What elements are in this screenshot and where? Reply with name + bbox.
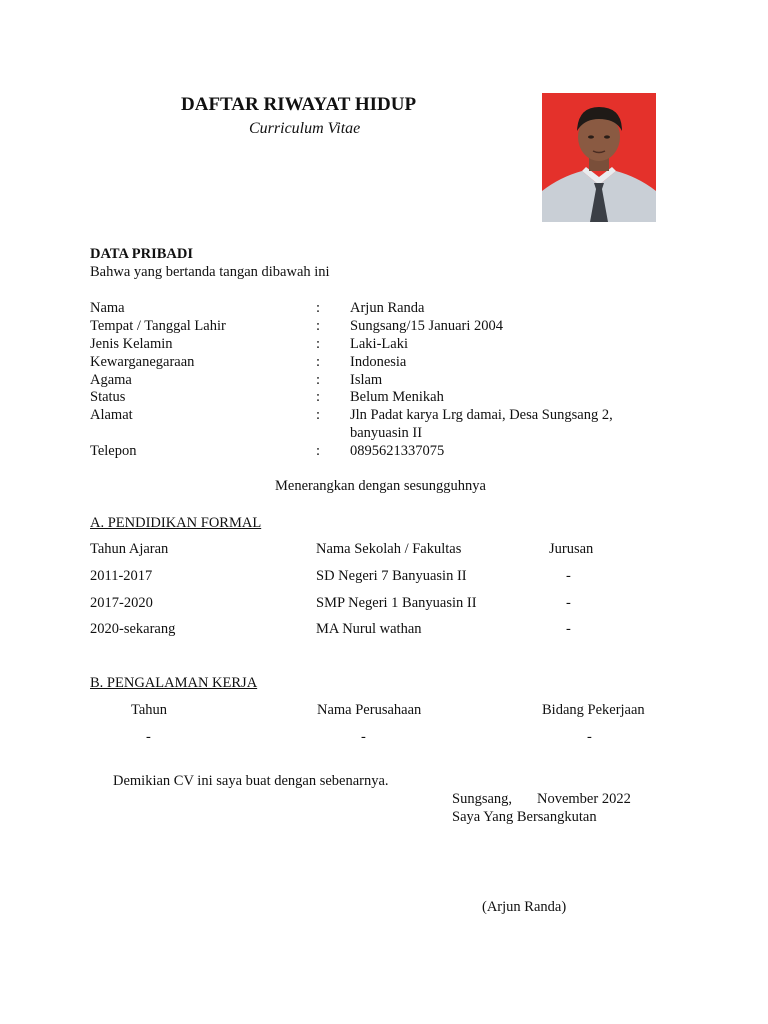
field-label-ttl: Tempat / Tanggal Lahir xyxy=(90,318,226,334)
field-value-nama: Arjun Randa xyxy=(350,300,425,316)
signer-name: (Arjun Randa) xyxy=(482,899,567,915)
work-row-year: - xyxy=(146,729,151,745)
field-label-kewarganegaraan: Kewarganegaraan xyxy=(90,354,195,370)
education-row-school: SMP Negeri 1 Banyuasin II xyxy=(316,595,477,611)
education-col-year: Tahun Ajaran xyxy=(90,541,169,557)
field-value-agama: Islam xyxy=(350,372,383,388)
closing-date: November 2022 xyxy=(537,791,631,807)
education-col-school: Nama Sekolah / Fakultas xyxy=(316,541,462,557)
work-row-company: - xyxy=(361,729,366,745)
field-separator: : xyxy=(316,336,321,352)
field-value-kewarganegaraan: Indonesia xyxy=(350,354,407,370)
education-row-school: SD Negeri 7 Banyuasin II xyxy=(316,568,467,584)
field-separator: : xyxy=(316,443,321,459)
personal-intro: Bahwa yang bertanda tangan dibawah ini xyxy=(90,264,330,280)
education-row-school: MA Nurul wathan xyxy=(316,621,422,637)
field-value-jenis-kelamin: Laki-Laki xyxy=(350,336,408,352)
field-label-nama: Nama xyxy=(90,300,125,316)
field-separator: : xyxy=(316,354,321,370)
section-heading-education: A. PENDIDIKAN FORMAL xyxy=(90,515,262,531)
closing-place: Sungsang, xyxy=(452,791,513,807)
field-label-telepon: Telepon xyxy=(90,443,137,459)
section-heading-work: B. PENGALAMAN KERJA xyxy=(90,675,258,691)
field-label-alamat: Alamat xyxy=(90,407,133,423)
document-title: DAFTAR RIWAYAT HIDUP xyxy=(181,94,417,115)
education-row-major: - xyxy=(566,595,571,611)
education-row-year: 2020-sekarang xyxy=(90,621,176,637)
education-row-major: - xyxy=(566,621,571,637)
field-label-jenis-kelamin: Jenis Kelamin xyxy=(90,336,173,352)
field-value-status: Belum Menikah xyxy=(350,389,444,405)
field-separator: : xyxy=(316,372,321,388)
field-label-status: Status xyxy=(90,389,126,405)
field-label-agama: Agama xyxy=(90,372,132,388)
signer-title: Saya Yang Bersangkutan xyxy=(452,809,597,825)
education-row-major: - xyxy=(566,568,571,584)
education-col-major: Jurusan xyxy=(549,541,594,557)
person-photo-icon xyxy=(542,93,656,222)
statement-text: Menerangkan dengan sesungguhnya xyxy=(275,478,486,494)
field-separator: : xyxy=(316,318,321,334)
document-subtitle: Curriculum Vitae xyxy=(249,120,361,137)
field-value-telepon: 0895621337075 xyxy=(350,443,445,459)
education-row-year: 2011-2017 xyxy=(90,568,153,584)
field-value-ttl: Sungsang/15 Januari 2004 xyxy=(350,318,504,334)
field-value-alamat: Jln Padat karya Lrg damai, Desa Sungsang 2, xyxy=(350,407,613,423)
field-separator: : xyxy=(316,389,321,405)
work-col-field: Bidang Pekerjaan xyxy=(542,702,645,718)
field-separator: : xyxy=(316,407,321,423)
field-value-alamat-line2: banyuasin II xyxy=(350,425,423,441)
education-row-year: 2017-2020 xyxy=(90,595,153,611)
work-col-company: Nama Perusahaan xyxy=(317,702,422,718)
section-heading-personal: DATA PRIBADI xyxy=(90,246,193,262)
work-row-field: - xyxy=(587,729,592,745)
work-col-year: Tahun xyxy=(131,702,168,718)
field-separator: : xyxy=(316,300,321,316)
closing-text: Demikian CV ini saya buat dengan sebenarnya. xyxy=(113,773,389,789)
